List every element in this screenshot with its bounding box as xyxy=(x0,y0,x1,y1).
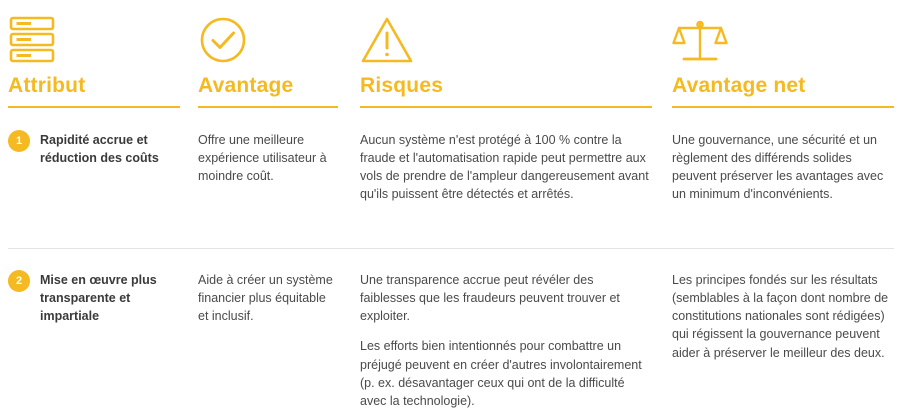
check-circle-icon xyxy=(198,12,248,68)
table-cell-risques xyxy=(360,271,652,410)
column-heading-avantage-net: Avantage net xyxy=(672,74,806,97)
column-heading-risques: Risques xyxy=(360,74,444,97)
table-cell-avantage-net: Les principes fondés sur les résultats (semblables à la façon dont nombre de constitutions nationales sont rédigées) qui régissent la gouvernance peuvent aider à préserver le meilleur des deux. xyxy=(672,273,889,360)
table-cell-avantage: Offre une meilleure expérience utilisateur à moindre coût. xyxy=(198,133,327,184)
table-cell-avantage: Aide à créer un système financier plus équitable et inclusif. xyxy=(198,273,333,324)
server-stack-icon xyxy=(8,12,56,68)
heading-rule-avantage-net xyxy=(672,106,894,108)
row-divider xyxy=(8,248,894,249)
row-number-badge: 1 xyxy=(8,130,30,152)
heading-rule-risques xyxy=(360,106,652,108)
scales-balance-icon xyxy=(672,12,728,68)
table-cell-attribut: Rapidité accrue et réduction des coûts xyxy=(40,133,159,166)
row-number-badge: 2 xyxy=(8,270,30,292)
column-heading-avantage: Avantage xyxy=(198,74,294,97)
table-cell-attribut: Mise en œuvre plus transparente et impartiale xyxy=(40,273,157,324)
heading-rule-avantage xyxy=(198,106,338,108)
risque-paragraph: Une transparence accrue peut révéler des faiblesses que les fraudeurs peuvent trouver et exploiter. xyxy=(360,273,620,324)
risque-paragraph: Aucun système n'est protégé à 100 % contre la fraude et l'automatisation rapide peut permettre aux vols de prendre de l'ampleur dangereusement avant qu'ils puissent être détectés et arrêtés. xyxy=(360,133,649,202)
table-cell-avantage-net: Une gouvernance, une sécurité et un règlement des différends solides peuvent préserver les avantages avec un minimum d'inconvénients. xyxy=(672,133,884,202)
risque-paragraph: Les efforts bien intentionnés pour combattre un préjugé peuvent en créer d'autres involontairement (p. ex. désavantager ceux qui ont de la difficulté avec la technologie). xyxy=(360,339,642,408)
heading-rule-attribut xyxy=(8,106,180,108)
table-cell-risques xyxy=(360,131,650,204)
column-heading-attribut: Attribut xyxy=(8,74,86,97)
warning-triangle-icon xyxy=(360,12,414,68)
